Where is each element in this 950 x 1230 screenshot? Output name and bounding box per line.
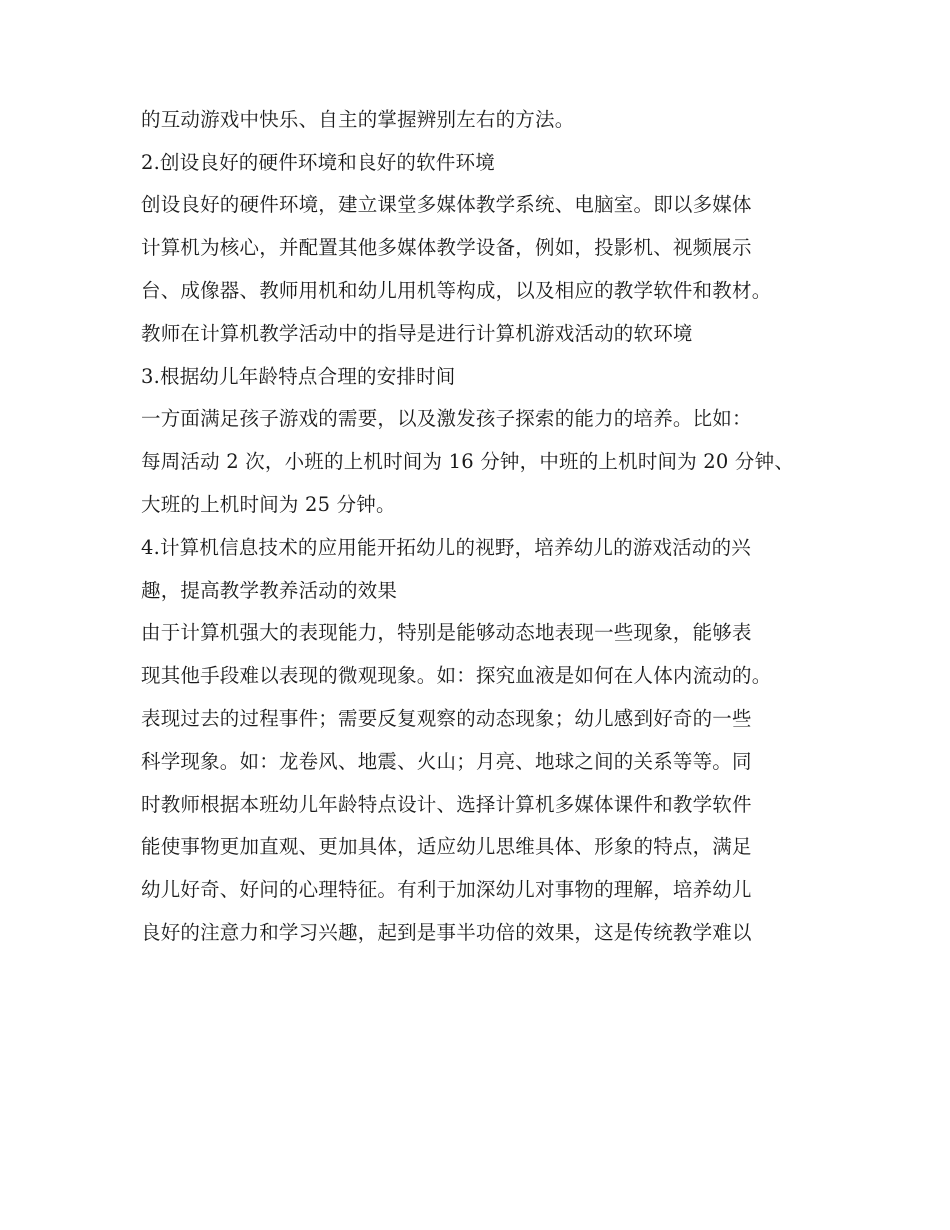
section-heading: 4.计算机信息技术的应用能开拓幼儿的视野，培养幼儿的游戏活动的兴 — [141, 536, 752, 559]
section-heading: 2.创设良好的硬件环境和良好的软件环境 — [141, 151, 495, 174]
paragraph-line: 大班的上机时间为 25 分钟。 — [141, 493, 396, 516]
paragraph-line: 现其他手段难以表现的微观现象。如：探究血液是如何在人体内流动的。 — [141, 664, 772, 687]
paragraph-line: 能使事物更加直观、更加具体，适应幼儿思维具体、形象的特点，满足 — [141, 835, 752, 858]
paragraph-line: 表现过去的过程事件；需要反复观察的动态现象；幼儿感到好奇的一些 — [141, 707, 752, 730]
paragraph-line: 教师在计算机教学活动中的指导是进行计算机游戏活动的软环境 — [141, 322, 693, 345]
section-heading: 3.根据幼儿年龄特点合理的安排时间 — [141, 365, 456, 388]
paragraph-line: 科学现象。如：龙卷风、地震、火山；月亮、地球之间的关系等等。同 — [141, 750, 752, 773]
section-heading: 趣，提高教学教养活动的效果 — [141, 579, 398, 602]
paragraph-line: 每周活动 2 次，小班的上机时间为 16 分钟，中班的上机时间为 20 分钟、 — [141, 450, 795, 473]
paragraph-line: 幼儿好奇、好问的心理特征。有利于加深幼儿对事物的理解，培养幼儿 — [141, 878, 752, 901]
paragraph-line: 时教师根据本班幼儿年龄特点设计、选择计算机多媒体课件和教学软件 — [141, 793, 752, 816]
paragraph-line: 良好的注意力和学习兴趣，起到是事半功倍的效果，这是传统教学难以 — [141, 921, 752, 944]
paragraph-line: 创设良好的硬件环境，建立课堂多媒体教学系统、电脑室。即以多媒体 — [141, 193, 752, 216]
paragraph-line: 由于计算机强大的表现能力，特别是能够动态地表现一些现象，能够表 — [141, 621, 752, 644]
paragraph-line: 计算机为核心，并配置其他多媒体教学设备，例如，投影机、视频展示 — [141, 236, 752, 259]
paragraph-line: 一方面满足孩子游戏的需要，以及激发孩子探索的能力的培养。比如： — [141, 407, 752, 430]
paragraph-line: 的互动游戏中快乐、自主的掌握辨别左右的方法。 — [141, 108, 575, 131]
paragraph-line: 台、成像器、教师用机和幼儿用机等构成，以及相应的教学软件和教材。 — [141, 279, 772, 302]
